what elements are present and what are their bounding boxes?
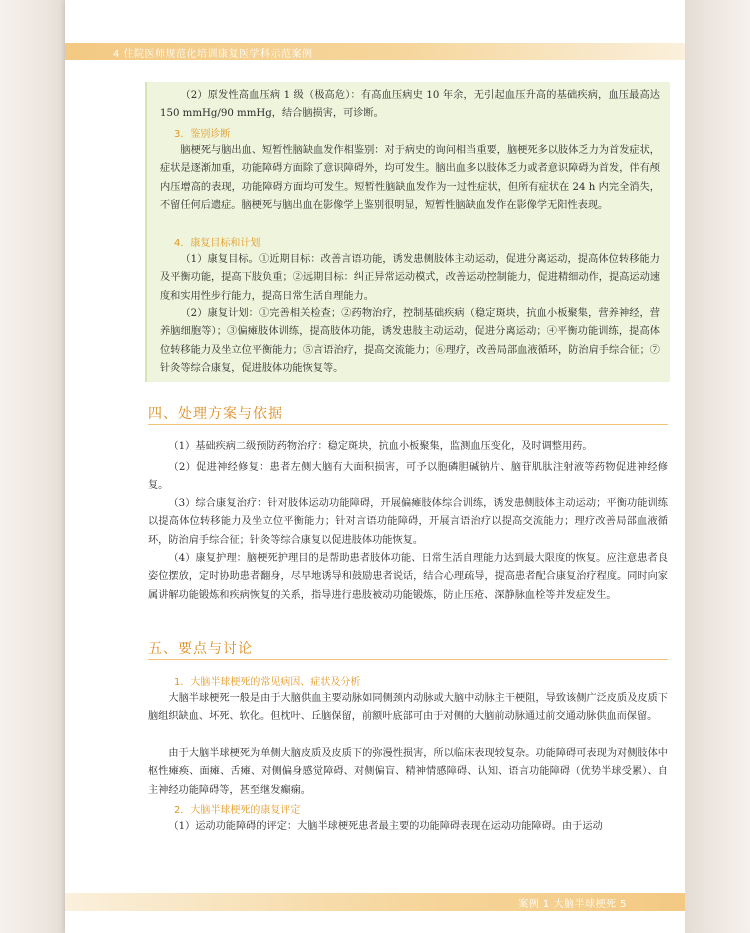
section-heading-discussion: 五、要点与讨论	[148, 641, 253, 657]
running-footer-title: 案例 1 大脑半球梗死 5	[518, 899, 627, 910]
section-heading-treatment: 四、处理方案与依据	[148, 406, 283, 422]
treatment-paragraph-4: （4）康复护理：脑梗死护理目的是帮助患者肢体功能、日常生活自理能力达到最大限度的恢复。应注意患者良姿位摆放，定时协助患者翻身，尽早地诱导和鼓励患者说话，结合心理疏导，提高患者配合康复治疗程度。同时向家属讲解功能锻炼和疾病恢复的关系，指导进行患肢被动功能锻炼，防止压疮、深静脉血栓等并发症发生。	[148, 553, 668, 601]
subheading-rehab-goals: 4．康复目标和计划	[174, 238, 261, 249]
page-edge-strip	[685, 0, 750, 933]
running-header-bar	[65, 43, 685, 60]
discussion-paragraph-3: （1）运动功能障碍的评定：大脑半球梗死患者最主要的功能障碍表现在运动功能障碍。由于运动	[168, 821, 603, 832]
section-heading-rule	[148, 424, 668, 425]
box-paragraph-rehab-plan: （2）康复计划：①完善相关检查；②药物治疗，控制基础疾病（稳定斑块，抗血小板聚集，营养神经，营养脑细胞等）；③偏瘫肢体训练，提高肢体功能，诱发患肢主动运动，促进分离运动；④平衡功能训练，提高体位转移能力及坐立位平衡能力；⑤言语治疗，提高交流能力；⑥理疗，改善局部血液循环，防治肩手综合征；⑦针灸等综合康复，促进肢体功能恢复等。	[160, 308, 660, 374]
section-heading-rule	[148, 659, 668, 660]
running-footer-bar	[65, 893, 685, 911]
discussion-paragraph-1: 大脑半球梗死一般是由于大脑供血主要动脉如同侧颈内动脉或大脑中动脉主干梗阻，导致该侧广泛皮质及皮质下脑组织缺血、坏死、软化。但枕叶、丘脑保留，前额叶底部可由于对侧的大脑前动脉通过前交通动脉供血而保留。	[148, 693, 668, 723]
treatment-paragraph-2: （2）促进神经修复：患者左侧大脑有大面积损害，可予以胞磷胆碱钠片、脑苷肌肽注射液等药物促进神经修复。	[148, 462, 668, 492]
subheading-differential-diagnosis: 3．鉴别诊断	[174, 129, 231, 140]
page-binder-strip	[0, 0, 65, 933]
box-paragraph-rehab-goals: （1）康复目标。①近期目标：改善言语功能，诱发患侧肢体主动运动，促进分离运动，提高体位转移能力及平衡功能，提高下肢负重；②远期目标：纠正异常运动模式，改善运动控制能力，促进精细动作，提高运动速度和实用性步行能力，提高日常生活自理能力。	[160, 254, 660, 302]
running-header-title: 4 住院医师规范化培训康复医学科示范案例	[113, 49, 313, 60]
subheading-causes-symptoms: 1．大脑半球梗死的常见病因、症状及分析	[174, 677, 361, 688]
subheading-rehab-assessment: 2．大脑半球梗死的康复评定	[174, 805, 301, 816]
treatment-paragraph-1: （1）基础疾病二级预防药物治疗：稳定斑块，抗血小板聚集，监测血压变化，及时调整用药。	[168, 441, 593, 452]
box-paragraph-differential: 脑梗死与脑出血、短暂性脑缺血发作相鉴别：对于病史的询问相当重要，脑梗死多以肢体乏力为首发症状，症状是逐渐加重，功能障碍方面除了意识障碍外，均可发生。脑出血多以肢体乏力或者意识障碍为首发，伴有颅内压增高的表现，功能障碍方面均可发生。短暂性脑缺血发作为一过性症状，但所有症状在 24 h 内完全消失，不留任何后遗症。脑梗死与脑出血在影像学上鉴别很明显，短暂性脑缺血发作在影像学无阳性表现。	[160, 145, 660, 211]
box-paragraph-hypertension: （2）原发性高血压病 1 级（极高危）：有高血压病史 10 年余，无引起血压升高的基础疾病，血压最高达 150 mmHg/90 mmHg，结合脑损害，可诊断。	[160, 90, 660, 120]
treatment-paragraph-3: （3）综合康复治疗：针对肢体运动功能障碍，开展偏瘫肢体综合训练，诱发患侧肢体主动运动；平衡功能训练以提高体位转移能力及坐立位平衡能力；针对言语功能障碍，开展言语治疗以提高交流能力；理疗改善局部血液循环，防治肩手综合征；针灸等综合康复以促进肢体功能恢复。	[148, 498, 668, 546]
discussion-paragraph-2: 由于大脑半球梗死为单侧大脑皮质及皮质下的弥漫性损害，所以临床表现较复杂。功能障碍可表现为对侧肢体中枢性瘫痪、面瘫、舌瘫、对侧偏身感觉障碍、对侧偏盲、精神情感障碍、认知、语言功能障碍（优势半球受累）、自主神经功能障碍等，甚至继发癫痫。	[148, 748, 668, 796]
case-analysis-box-rule	[145, 82, 147, 382]
